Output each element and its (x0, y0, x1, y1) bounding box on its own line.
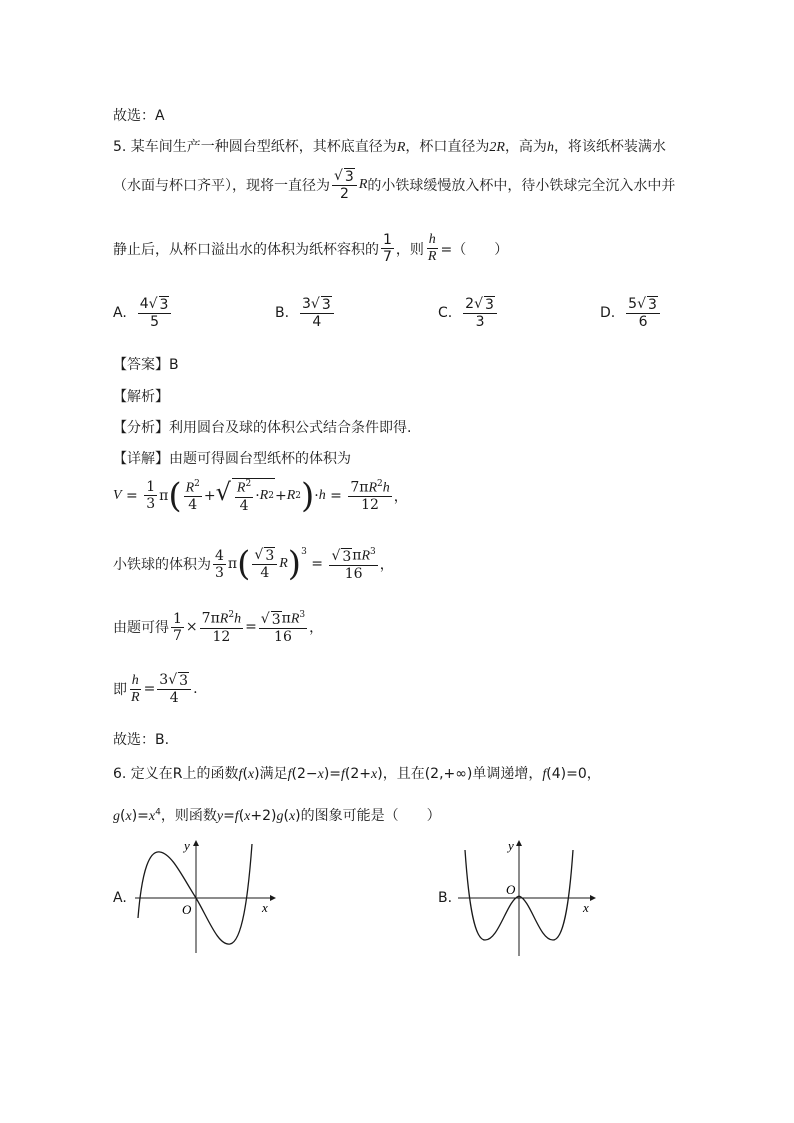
option-d[interactable]: D. 5√ 3 6 (600, 296, 662, 330)
option-b[interactable]: B. 3√ 3 4 (275, 296, 336, 330)
graph-b[interactable] (455, 838, 605, 958)
q5-line2: （水面与杯口齐平），现将一直径为 √ 3 2 R 的小铁球缓慢放入杯中，待小铁球完全沉入水中并 (113, 168, 676, 203)
previous-answer: 故选：A (113, 108, 165, 124)
q6-line1: 6. 定义在R上的函数f(x)满足f(2−x)=f(2+x)，且在(2,+∞)单调递增，f(4)=0， (113, 766, 601, 782)
option-a[interactable]: A. 4√ 3 5 (113, 296, 173, 330)
answer-label: 【答案】B (113, 357, 179, 373)
y-axis-arrow (516, 840, 522, 846)
graph-a-label[interactable]: A. (113, 890, 127, 906)
curve-a (138, 844, 252, 944)
x-label: x (262, 900, 268, 915)
q5-line1: 5. 某车间生产一种圆台型纸杯，其杯底直径为R，杯口直径为2R，高为h，将该纸杯装满水 (113, 139, 666, 155)
analysis-detail: 【详解】由题可得圆台型纸杯的体积为 (113, 451, 351, 467)
x-axis-arrow (590, 895, 596, 901)
y-label: y (508, 838, 514, 853)
ball-volume-formula: 小铁球的体积为 $\frac{4}{3}$ π ( √ 3 4 R ) $^3$ = √ 3 $\pi R^3$ 16 ， (113, 544, 394, 585)
frustum-volume-formula: V = $\frac{1}{3}$ π ( $\frac{R^2}{4}$ + √ $\frac{R^2}{4}$ · R 2 + R 2 ) · h = $\frac{7\pi R^2h}{12}$ ， (113, 475, 408, 516)
graph-a[interactable] (130, 838, 280, 958)
q6-line2: $g(x)=x^4$，则函数y=f(x+2)g(x)的图象可能是（ ） (113, 807, 441, 824)
origin-label: O (506, 882, 516, 897)
analysis-label: 【解析】 (113, 389, 169, 405)
option-c[interactable]: C. 2√ 3 3 (438, 296, 499, 330)
y-label: y (184, 838, 190, 853)
x-axis-arrow (270, 895, 276, 901)
final-answer: 故选：B. (113, 732, 170, 748)
x-label: x (583, 900, 589, 915)
analysis-fenxi: 【分析】利用圆台及球的体积公式结合条件即得. (113, 420, 412, 436)
y-axis-arrow (193, 840, 199, 846)
origin-label: O (182, 902, 192, 917)
equation-line: 由题可得 $\frac{1}{7}$ × $\frac{7\pi R^2h}{12}$ = √ 3 $\pi R^3$ 16 ， (113, 610, 324, 645)
q5-line3: 静止后，从杯口溢出水的体积为纸杯容积的 $\frac{1}{7}$ ，则 $\frac{h}{R}$ =（ ） (113, 232, 509, 266)
graph-b-label[interactable]: B. (438, 890, 453, 906)
result-line: 即 $\frac{h}{R}$ = 3√ 3 4 . (113, 672, 198, 707)
